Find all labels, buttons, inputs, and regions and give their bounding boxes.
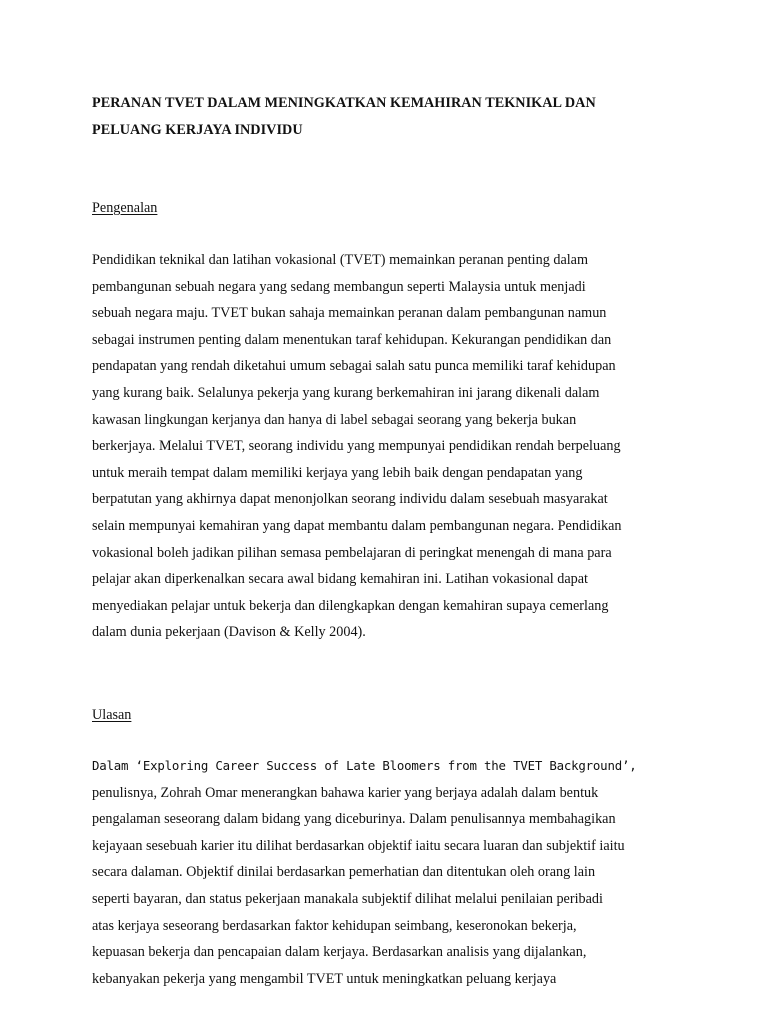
title-line: PERANAN TVET DALAM MENINGKATKAN KEMAHIRAN TEKNIKAL DAN — [92, 95, 596, 111]
paragraph-line: pembangunan sebuah negara yang sedang membangun seperti Malaysia untuk menjadi — [92, 278, 586, 295]
paragraph-line: berkerjaya. Melalui TVET, seorang individu yang mempunyai pendidikan rendah berpeluang — [92, 438, 621, 455]
paragraph-line: dalam dunia pekerjaan (Davison & Kelly 2004). — [92, 624, 366, 641]
document-title — [92, 90, 682, 144]
paragraph-line: berpatutan yang akhirnya dapat menonjolkan seorang individu dalam sesebuah masyarakat — [92, 491, 608, 508]
paragraph-line: sebagai instrumen penting dalam menentukan taraf kehidupan. Kekurangan pendidikan dan — [92, 331, 612, 348]
paragraph-line: pendapatan yang rendah diketahui umum sebagai salah satu punca memiliki taraf kehidupan — [92, 358, 616, 375]
paragraph-line: Dalam ‘Exploring Career Success of Late Bloomers from the TVET Background’, — [92, 758, 637, 773]
paragraph-line: yang kurang baik. Selalunya pekerja yang kurang berkemahiran ini jarang dikenali dalam — [92, 384, 600, 401]
paragraph-line: kawasan lingkungan kerjanya dan hanya di label sebagai seorang yang bekerja bukan — [92, 411, 577, 428]
paragraph-line: untuk meraih tempat dalam memiliki kerjaya yang lebih baik dengan pendapatan yang — [92, 464, 583, 481]
paragraph-pengenalan — [92, 247, 692, 646]
paragraph-line: pengalaman seseorang dalam bidang yang diceburinya. Dalam penulisannya membahagikan — [92, 811, 616, 828]
paragraph-line: sebuah negara maju. TVET bukan sahaja memainkan peranan dalam pembangunan namun — [92, 305, 607, 322]
paragraph-line: kepuasan bekerja dan pencapaian dalam kerjaya. Berdasarkan analisis yang dijalankan, — [92, 944, 587, 961]
paragraph-line: atas kerjaya seseorang berdasarkan faktor kehidupan seimbang, keseronokan bekerja, — [92, 917, 577, 934]
paragraph-line: vokasional boleh jadikan pilihan semasa pembelajaran di peringkat menengah di mana para — [92, 544, 612, 561]
section-heading-pengenalan: Pengenalan — [92, 200, 158, 216]
paragraph-line: kebanyakan pekerja yang mengambil TVET untuk meningkatkan peluang kerjaya — [92, 970, 557, 987]
title-line: PELUANG KERJAYA INDIVIDU — [92, 122, 303, 138]
paragraph-line: pelajar akan diperkenalkan secara awal bidang kemahiran ini. Latihan vokasional dapat — [92, 571, 588, 588]
paragraph-line: menyediakan pelajar untuk bekerja dan dilengkapkan dengan kemahiran supaya cemerlang — [92, 597, 609, 614]
paragraph-line: kejayaan sesebuah karier itu dilihat berdasarkan objektif iaitu secara luaran dan subjektif iaitu — [92, 837, 625, 854]
paragraph-line: secara dalaman. Objektif dinilai berdasarkan pemerhatian dan ditentukan oleh orang lain — [92, 864, 596, 881]
section-heading-ulasan: Ulasan — [92, 707, 132, 723]
paragraph-line: penulisnya, Zohrah Omar menerangkan bahawa karier yang berjaya adalah dalam bentuk — [92, 784, 599, 801]
paragraph-line: Pendidikan teknikal dan latihan vokasional (TVET) memainkan peranan penting dalam — [92, 252, 589, 268]
paragraph-ulasan — [92, 753, 692, 992]
paragraph-line: selain mempunyai kemahiran yang dapat membantu dalam pembangunan negara. Pendidikan — [92, 517, 622, 534]
paragraph-line: seperti bayaran, dan status pekerjaan manakala subjektif dilihat melalui penilaian peribadi — [92, 890, 603, 907]
